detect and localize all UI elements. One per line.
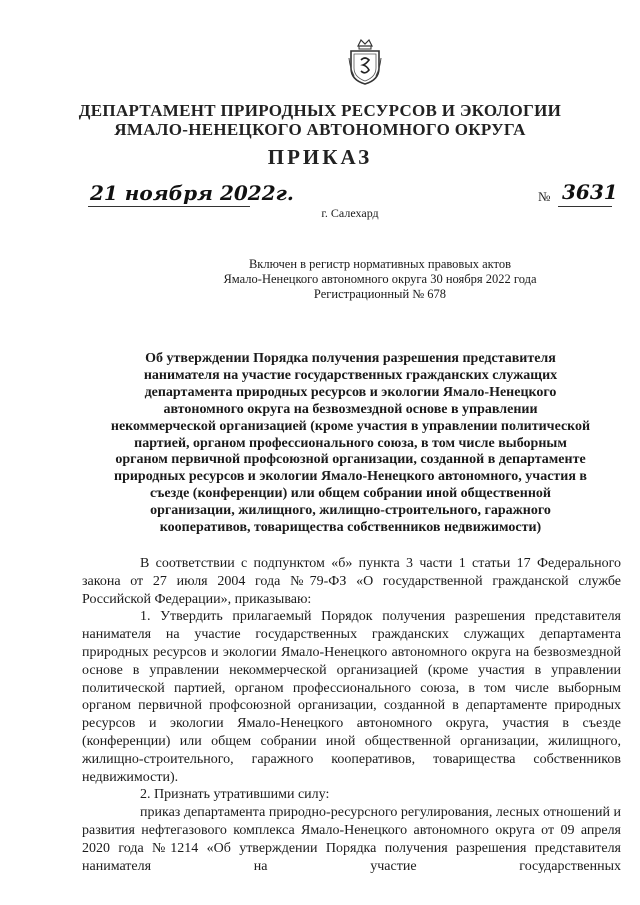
title-line: природных ресурсов и экологии Ямало-Ненецкого автономного, участия в	[114, 469, 587, 485]
title-line: департамента природных ресурсов и экологии Ямало-Ненецкого	[144, 384, 557, 400]
title-line: некоммерческой организацией (кроме участия в управлении политической	[110, 418, 591, 434]
title-line: автономного округа на безвозмездной основе в управлении	[163, 401, 538, 417]
coat-of-arms-icon	[348, 38, 382, 86]
registry-line: Включен в регистр нормативных правовых актов	[248, 257, 512, 271]
department-name-line1: ДЕПАРТАМЕНТ ПРИРОДНЫХ РЕСУРСОВ И ЭКОЛОГИИ	[78, 101, 562, 120]
title-line: органом первичной профсоюзной организации, созданной в департаменте	[115, 452, 586, 468]
title-line: нанимателя на участие государственных гражданских служащих	[143, 367, 558, 383]
registry-line: Регистрационный № 678	[313, 287, 447, 301]
handwritten-order-number: 3631	[562, 180, 618, 204]
city: г. Салехард	[321, 206, 379, 220]
body-paragraph: 1. Утвердить прилагаемый Порядок получения разрешения представителя нанимателя на участие государственных гражданских служащих департамента природных ресурсов и экологии Ямало-Ненецкого автономного округа на безвозмездной основе в управлении некоммерческой организацией (кроме участия в управлении политической партией, органом профессионального союза, в том числе выборным органом первичной профсоюзной организации, созданной в департаменте природных ресурсов и экологии Ямало-Ненецкого автономного округа, участия в съезде (конференции) или общем собрании иной общественной организации, жилищного, жилищно-строительного, гаражного кооперативов, товарищества собственников недвижимости).	[82, 609, 621, 785]
body-paragraph: 2. Признать утратившими силу:	[140, 787, 330, 803]
handwritten-date: 21 ноября 2022г.	[90, 181, 294, 205]
title-line: кооперативов, товарищества собственников недвижимости)	[159, 520, 542, 536]
title-line: организации, жилищного, жилищно-строительного, гаражного	[150, 503, 551, 519]
number-label: №	[538, 189, 551, 204]
title-line: партией, органом профессионального союза, в том числе выборным	[134, 435, 567, 451]
body-paragraph: В соответствии с подпунктом «б» пункта 3 части 1 статьи 17 Федерального закона от 27 июля 2004 года №79-ФЗ «О государственной гражданской службе Российской Федерации», приказываю:	[82, 556, 621, 607]
title-line: Об утверждении Порядка получения разрешения представителя	[145, 351, 556, 366]
registry-line: Ямало-Ненецкого автономного округа 30 ноября 2022 года	[223, 272, 537, 286]
document-type: ПРИКАЗ	[267, 145, 373, 169]
body-paragraph: приказ департамента природно-ресурсного регулирования, лесных отношений и развития нефтегазового комплекса Ямало-Ненецкого автономного округа от 09 апреля 2020 года №1214 «Об утверждении Порядка получения разрешения представителя нанимателя на участие государственных	[82, 805, 621, 874]
title-line: съезде (конференции) или общем собрании иной общественной	[150, 486, 551, 502]
document-body	[82, 555, 621, 875]
department-name-line2: ЯМАЛО-НЕНЕЦКОГО АВТОНОМНОГО ОКРУГА	[114, 120, 526, 139]
registry-stamp	[0, 257, 640, 302]
document-title	[83, 351, 618, 537]
